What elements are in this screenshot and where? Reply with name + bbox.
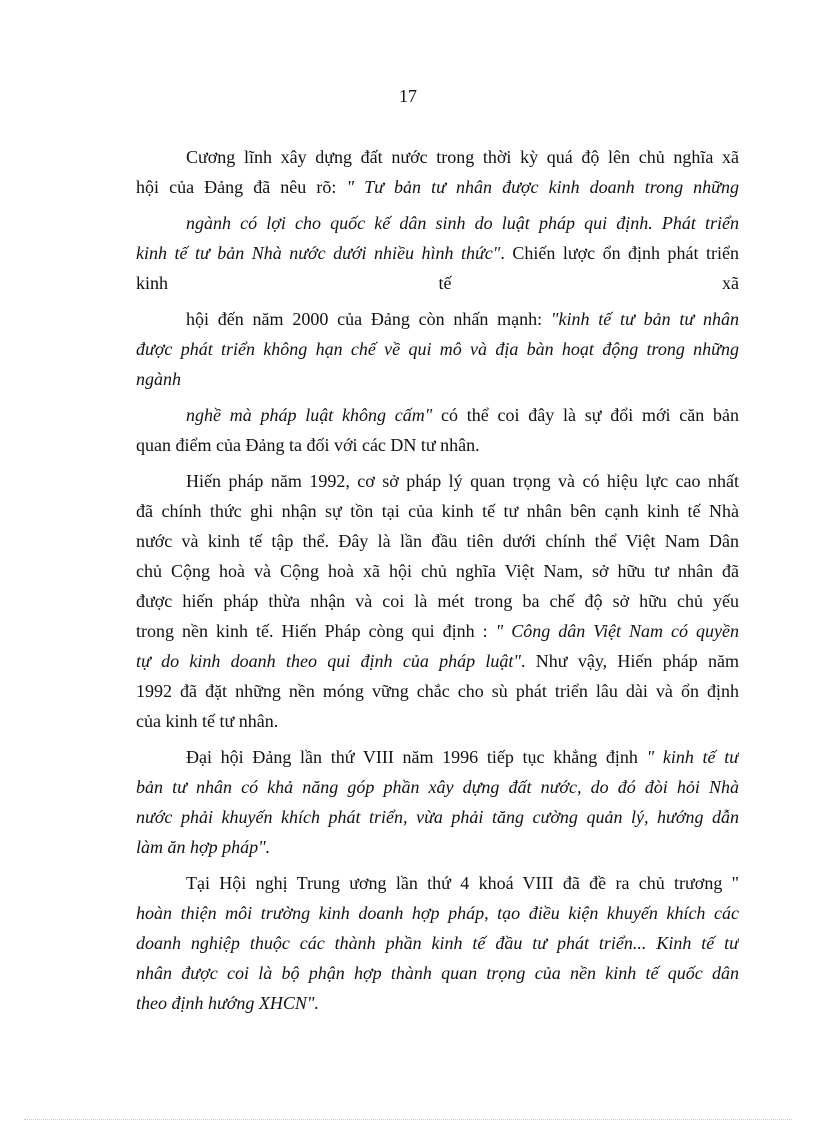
- italic-quote-text: nghề mà pháp luật không cấm": [186, 405, 433, 425]
- text-segment: hội của Đảng đã nêu rõ:: [136, 177, 347, 197]
- text-line: [136, 172, 739, 202]
- text-segment: được hiến pháp thừa nhận và coi là mét trong ba chế độ sở hữu chủ yếu: [136, 591, 739, 611]
- text-line: [136, 928, 739, 958]
- italic-quote-text: làm ăn hợp pháp".: [136, 837, 271, 857]
- text-segment: nước và kinh tế tập thể. Đây là lần đầu tiên dưới chính thể Việt Nam Dân: [136, 531, 739, 551]
- text-word: xã: [721, 273, 739, 293]
- text-line: [136, 832, 739, 862]
- text-segment: Đại hội Đảng lần thứ VIII năm 1996 tiếp tục khẳng định: [186, 747, 647, 767]
- text-word: kinh: [136, 273, 169, 293]
- italic-quote-text: tự do kinh doanh theo qui định của pháp luật": [136, 651, 521, 671]
- italic-quote-text: được phát triển không hạn chế về qui mô và địa bàn hoạt động trong những: [136, 339, 739, 359]
- italic-quote-text: doanh nghiệp thuộc các thành phần kinh tế đầu tư phát triển... Kinh tế tư: [136, 933, 739, 953]
- italic-quote-text: nhân được coi là bộ phận hợp thành quan trọng của nền kinh tế quốc dân: [136, 963, 739, 983]
- text-line: [136, 238, 739, 268]
- text-line: [136, 364, 739, 394]
- text-line: [136, 772, 739, 802]
- text-line: [136, 208, 739, 238]
- text-line: [136, 526, 739, 556]
- italic-quote-text: " Tư bản tư nhân được kinh doanh trong những: [346, 177, 739, 197]
- text-line: [136, 430, 739, 460]
- italic-quote-text: nước phải khuyến khích phát triển, vừa phải tăng cường quản lý, hướng dẫn: [136, 807, 739, 827]
- text-line: [136, 334, 739, 364]
- text-segment: 1992 đã đặt những nền móng vững chắc cho sù phát triển lâu dài và ổn định: [136, 681, 739, 701]
- text-line: [136, 868, 739, 898]
- text-segment: quan điểm của Đảng ta đối với các DN tư nhân.: [136, 435, 480, 455]
- italic-quote-text: kinh tế tư bản Nhà nước dưới nhiều hình thức": [136, 243, 501, 263]
- text-line: [136, 676, 739, 706]
- text-segment: . Chiến lược ổn định phát triển: [500, 243, 739, 263]
- text-line: [136, 898, 739, 928]
- text-line: [136, 988, 739, 1018]
- text-line: [136, 466, 739, 496]
- text-segment: có thể coi đây là sự đổi mới căn bản: [432, 405, 739, 425]
- text-segment: Cương lĩnh xây dựng đất nước trong thời kỳ quá độ lên chủ nghĩa xã: [186, 147, 739, 167]
- text-line: [136, 400, 739, 430]
- body-text: [136, 142, 739, 1018]
- italic-quote-text: ngành: [136, 369, 181, 389]
- text-segment: hội đến năm 2000 của Đảng còn nhấn mạnh:: [186, 309, 551, 329]
- text-word: tế: [438, 273, 452, 293]
- italic-quote-text: "kinh tế tư bản tư nhân: [550, 309, 739, 329]
- text-line: [136, 706, 739, 736]
- text-line: [136, 742, 739, 772]
- text-line: [136, 616, 739, 646]
- italic-quote-text: " Công dân Việt Nam có quyền: [495, 621, 739, 641]
- text-segment: chủ Cộng hoà và Cộng hoà xã hội chủ nghĩa Việt Nam, sở hữu tư nhân đã: [136, 561, 739, 581]
- italic-quote-text: ngành có lợi cho quốc kế dân sinh do luật pháp qui định. Phát triển: [186, 213, 739, 233]
- italic-quote-text: theo định hướng XHCN".: [136, 993, 319, 1013]
- italic-quote-text: " kinh tế tư: [646, 747, 739, 767]
- italic-quote-text: hoàn thiện môi trường kinh doanh hợp pháp, tạo điều kiện khuyến khích các: [136, 903, 739, 923]
- text-line: [136, 304, 739, 334]
- text-line: [136, 802, 739, 832]
- page-number: 17: [399, 86, 417, 106]
- italic-quote-text: bản tư nhân có khả năng góp phần xây dựng đất nước, do đó đòi hỏi Nhà: [136, 777, 739, 797]
- text-line: [136, 496, 739, 526]
- text-segment: Hiến pháp năm 1992, cơ sở pháp lý quan trọng và có hiệu lực cao nhất: [186, 471, 739, 491]
- text-segment: . Như vậy, Hiến pháp năm: [520, 651, 739, 671]
- text-line: [136, 268, 739, 298]
- text-segment: của kinh tế tư nhân.: [136, 711, 279, 731]
- text-segment: trong nền kinh tế. Hiến Pháp còng qui định :: [136, 621, 496, 641]
- text-line: [136, 556, 739, 586]
- text-segment: Tại Hội nghị Trung ương lần thứ 4 khoá VIII đã đề ra chủ trương ": [186, 873, 739, 893]
- text-segment: đã chính thức ghi nhận sự tồn tại của kinh tế tư nhân bên cạnh kinh tế Nhà: [136, 501, 739, 521]
- text-line: [136, 586, 739, 616]
- text-line: [136, 142, 739, 172]
- text-line: [136, 646, 739, 676]
- text-line: [136, 958, 739, 988]
- footer-divider: [24, 1119, 792, 1120]
